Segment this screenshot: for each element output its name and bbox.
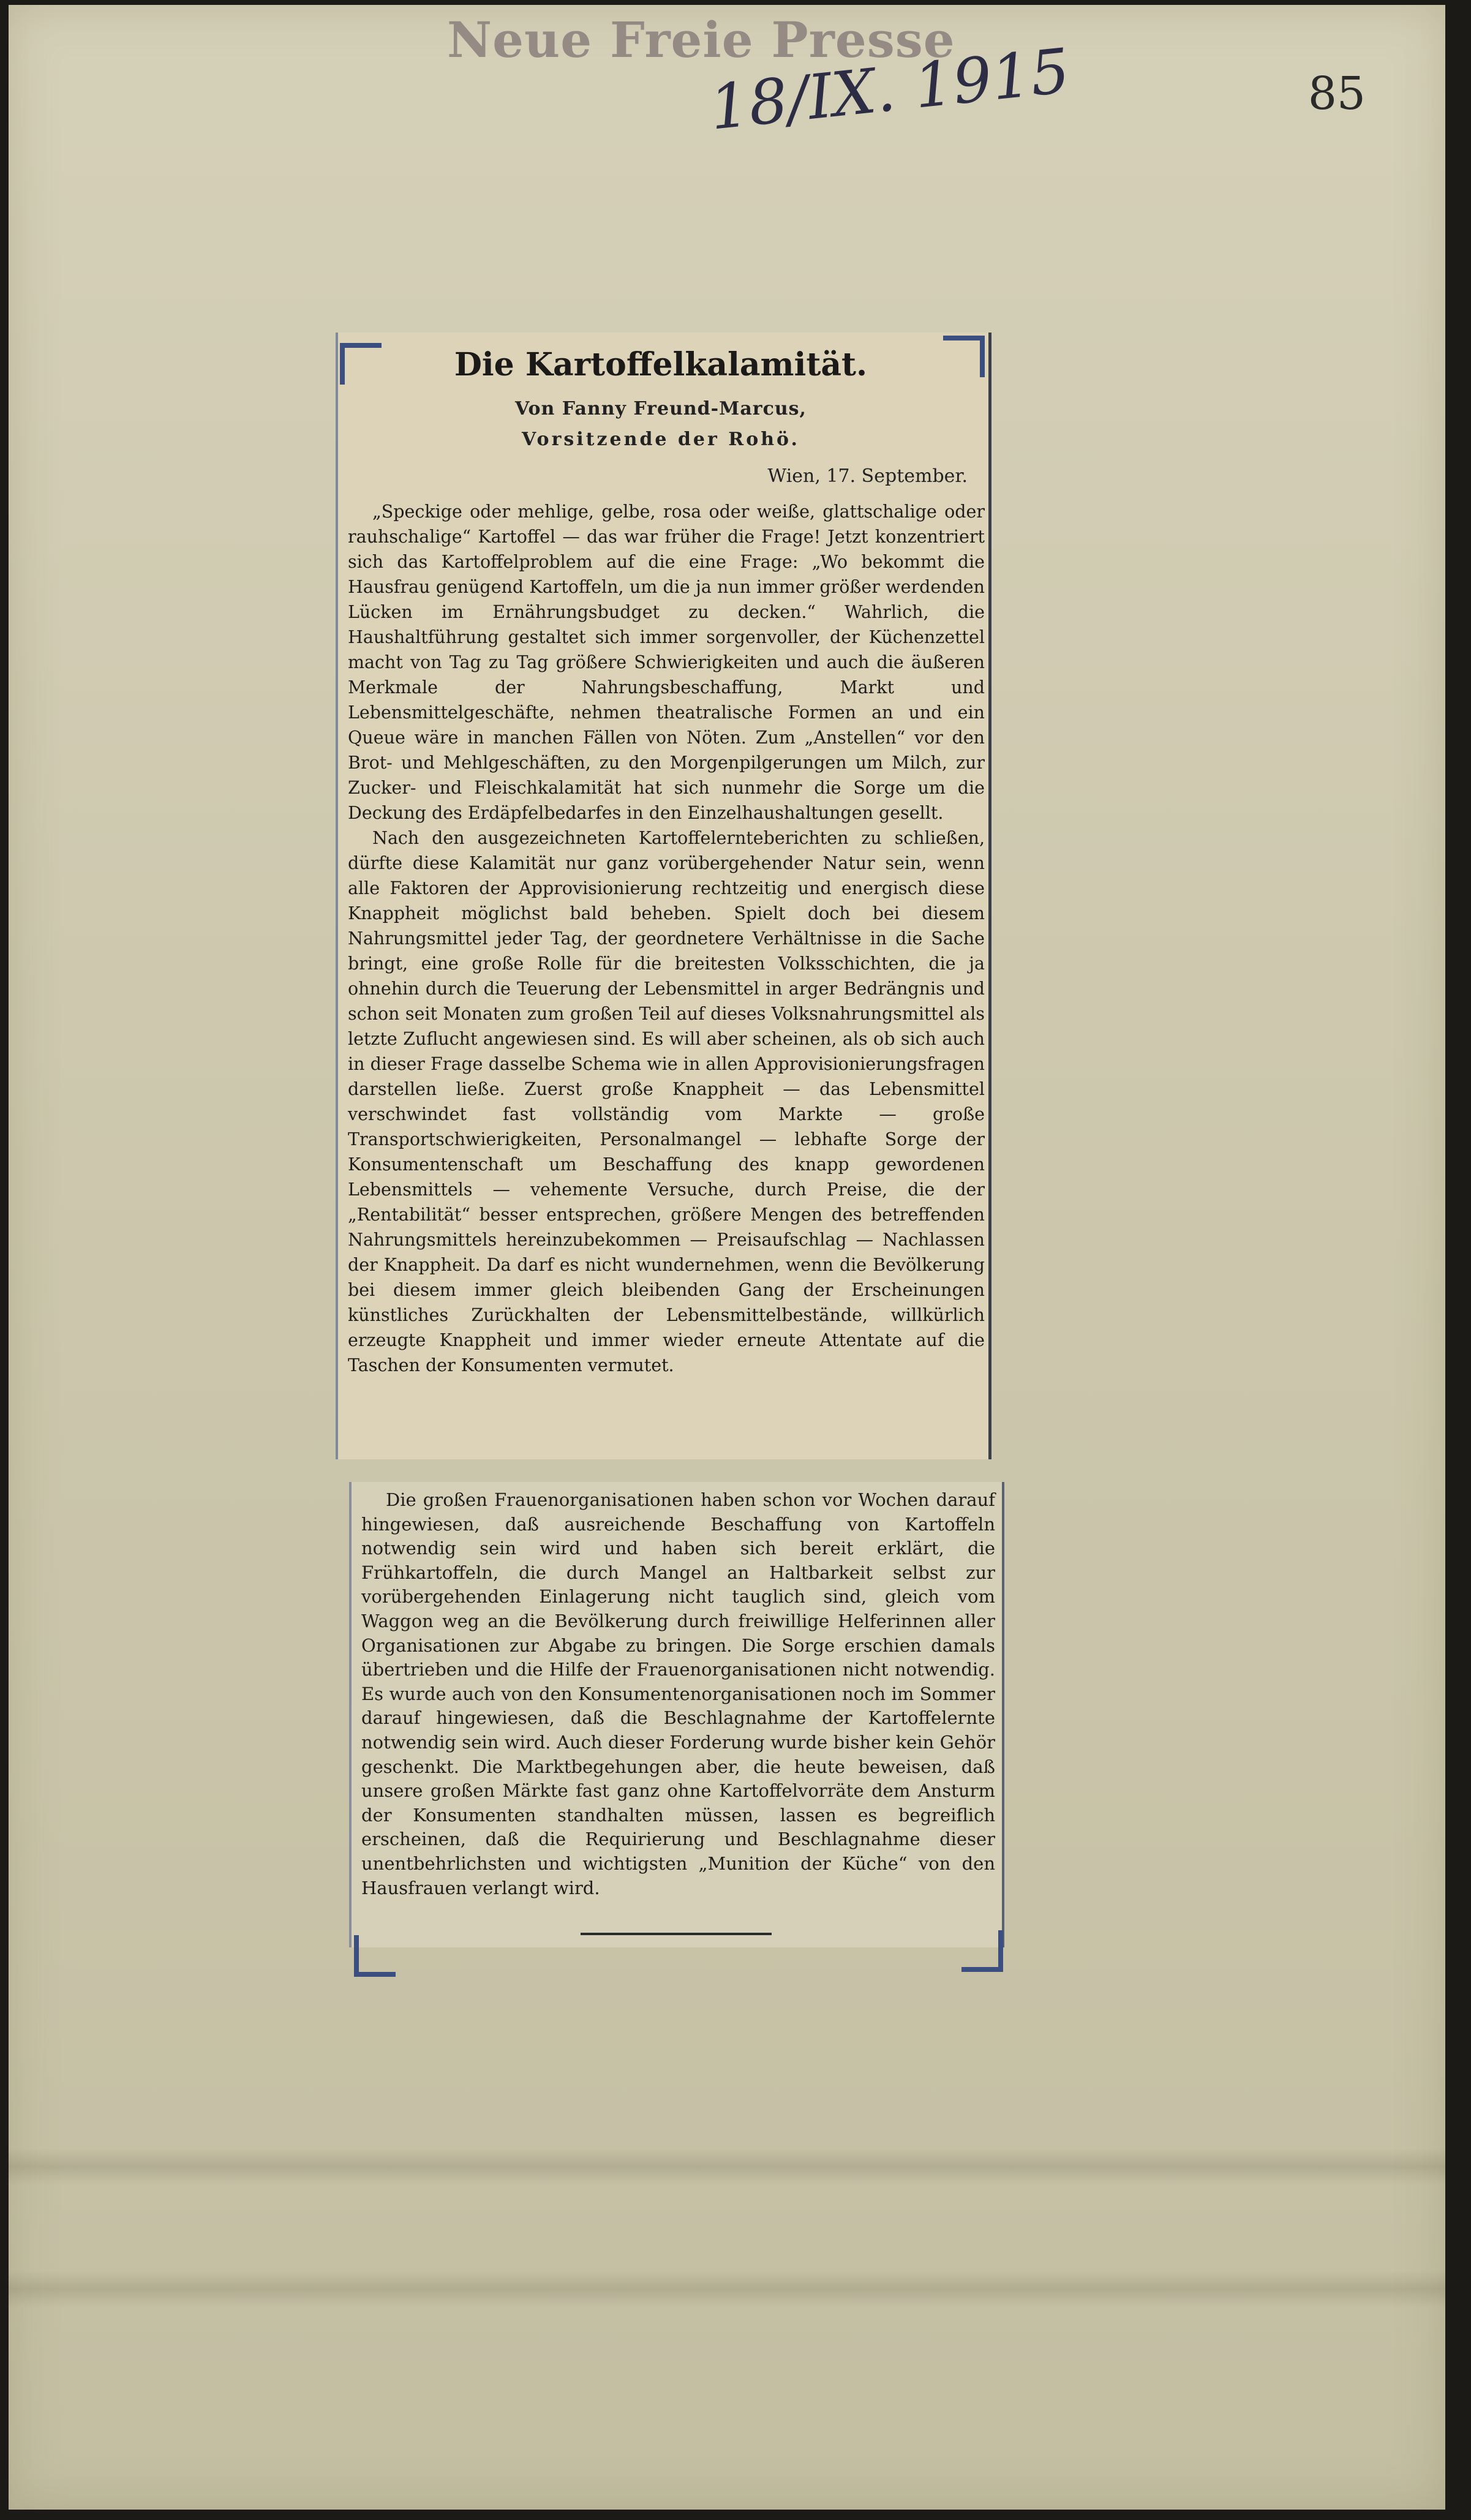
paragraph: Die großen Frauenorganisationen haben schon vor Wochen darauf hingewiesen, daß ausreichende Beschaffung von Kartoffeln notwendig sein wird und haben sich bereit erklärt, die Frühkartoffeln, die durch Mangel an Haltbarkeit selbst zur vorübergehenden Einlagerung nicht tauglich sind, gleich vom Waggon weg an die Bevölkerung durch freiwillige Helferinnen aller Organisationen zur Abgabe zu bringen. Die Sorge erschien damals übertrieben und die Hilfe der Frauenorganisationen nicht notwendig. Es wurde auch von den Konsumentenorganisationen noch im Sommer darauf hingewiesen, daß die Beschlagnahme der Kartoffelernte notwendig sein wird. Auch dieser Forderung wurde bisher kein Gehör geschenkt. Die Marktbegehungen aber, die heute beweisen, daß unsere großen Märkte fast ganz ohne Kartoffelvorräte dem Ansturm der Konsumenten standhalten müssen, lassen es begreiflich erscheinen, daß die Requirierung und Beschlagnahme dieser unentbehrlichsten und wichtigsten „Munition der Küche“ von den Hausfrauen verlangt wird. xyxy=(361,1489,995,1898)
paper-fold xyxy=(9,2271,1445,2307)
corner-mount-icon xyxy=(354,1935,396,1977)
paragraph: „Speckige oder mehlige, gelbe, rosa oder weiße, glattschalige oder rauhschalige“ Kartoffel — das war früher die Frage! Jetzt konzentriert sich das Kartoffelproblem auf die eine Frage: „Wo bekommt die Hausfrau genügend Kartoffeln, um die ja nun immer größer werdenden Lücken im Ernährungsbudget zu decken.“ Wahrlich, die Haushaltführung gestaltet sich immer sorgenvoller, der Küchenzettel macht von Tag zu Tag größere Schwierigkeiten und auch die äußeren Merkmale der Nahrungsbeschaffung, Markt und Lebensmittelgeschäfte, nehmen theatralische Formen an und ein Queue wäre in manchen Fällen von Nöten. Zum „Anstellen“ vor den Brot- und Mehlgeschäften, zu den Morgenpilgerungen um Milch, zur Zucker- und Fleischkalamität hat sich nunmehr die Sorge um die Deckung des Erdäpfelbedarfes in den Einzelhaushaltungen gesellt. xyxy=(348,502,985,823)
handwritten-date: 18/IX. 1915 xyxy=(706,34,1074,144)
corner-mount-icon xyxy=(961,1930,1003,1972)
article-title: Die Kartoffelkalamität. xyxy=(454,346,868,383)
author-role: Vorsitzende der Rohö. xyxy=(522,429,800,450)
article-byline: Von Fanny Freund-Marcus, xyxy=(515,398,807,419)
page-number: 85 xyxy=(1307,67,1366,120)
paper-fold xyxy=(9,2148,1445,2185)
end-rule xyxy=(581,1933,772,1935)
newspaper-stamp: Neue Freie Presse xyxy=(447,11,955,69)
paragraph: Nach den ausgezeichneten Kartoffelernteberichten zu schließen, dürfte diese Kalamität nur ganz vorübergehender Natur sein, wenn alle Faktoren der Approvisionierung rechtzeitig und energisch diese Knappheit möglichst bald beheben. Spielt doch bei diesem Nahrungsmittel jeder Tag, der geordnetere Verhältnisse in die Sache bringt, eine große Rolle für die breitesten Volksschichten, die ja ohnehin durch die Teuerung der Lebensmittel in arger Bedrängnis und schon seit Monaten zum großen Teil auf dieses Volksnahrungsmittel als letzte Zuflucht angewiesen sind. Es will aber scheinen, als ob sich auch in dieser Frage dasselbe Schema wie in allen Approvisionierungsfragen darstellen ließe. Zuerst große Knappheit — das Lebensmittel verschwindet fast vollständig vom Markte — große Transportschwierigkeiten, Personalmangel — lebhafte Sorge der Konsumentenschaft um Beschaffung des knapp gewordenen Lebensmittels — vehemente Versuche, durch Preise, die der „Rentabilität“ besser entsprechen, größere Mengen des betreffenden Nahrungsmittels hereinzubekommen — Preisaufschlag — Nachlassen der Knappheit. Da darf es nicht wundernehmen, wenn die Bevölkerung bei diesem immer gleich bleibenden Gang der Erscheinungen künstliches Zurückhalten der Lebensmittelbestände, willkürlich erzeugte Knappheit und immer wieder erneute Attentate auf die Taschen der Konsumenten vermutet. xyxy=(348,828,985,1375)
article-body-column-2 xyxy=(361,1488,995,1929)
article-body-column-1 xyxy=(348,499,985,1451)
dateline: Wien, 17. September. xyxy=(767,465,968,487)
